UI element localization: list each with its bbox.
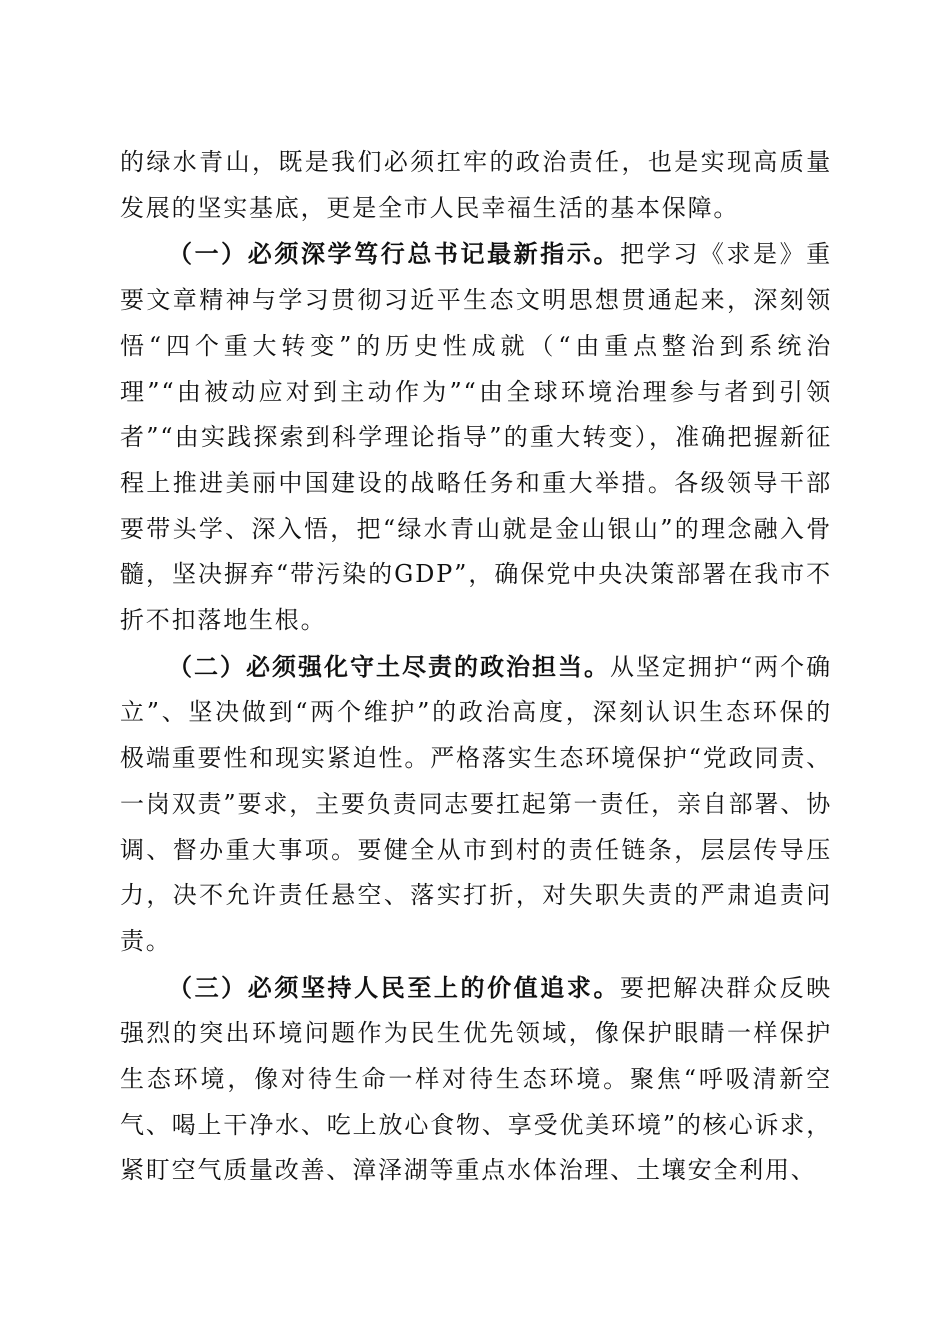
paragraph-body: 从坚定拥护“两个确立”、坚决做到“两个维护”的政治高度，深刻认识生态环保的极端重要性和现实紧迫性。严格落实生态环境保护“党政同责、一岗双责”要求，主要负责同志要扛起第一责任，亲自部署、协调、督办重大事项。要健全从市到村的责任链条，层层传导压力，决不允许责任悬空、落实打折，对失职失责的严肃追责问责。 [120,652,832,955]
document-body [120,140,832,1194]
section-heading: （二）必须强化守土尽责的政治担当。 [168,651,610,681]
paragraph-section-2 [120,644,832,965]
section-heading: （三）必须坚持人民至上的价值追求。 [168,972,621,1002]
paragraph-section-1 [120,231,832,643]
paragraph-body: 把学习《求是》重要文章精神与学习贯彻习近平生态文明思想贯通起来，深刻领悟“四个重大转变”的历史性成就（“由重点整治到系统治理”“由被动应对到主动作为”“由全球环境治理参与者到引领者”“由实践探索到科学理论指导”的重大转变），准确把握新征程上推进美丽中国建设的战略任务和重大举措。各级领导干部要带头学、深入悟，把“绿水青山就是金山银山”的理念融入骨髓，坚决摒弃“带污染的GDP”，确保党中央决策部署在我市不折不扣落地生根。 [120,240,832,635]
paragraph-continuation [120,140,832,231]
section-heading: （一）必须深学笃行总书记最新指示。 [168,239,621,269]
paragraph-body: 要把解决群众反映强烈的突出环境问题作为民生优先领域，像保护眼睛一样保护生态环境，像对待生命一样对待生态环境。聚焦“呼吸清新空气、喝上干净水、吃上放心食物、享受优美环境”的核心诉求，紧盯空气质量改善、漳泽湖等重点水体治理、土壤安全利用、 [120,973,832,1185]
paragraph-section-3 [120,965,832,1195]
paragraph-body: 的绿水青山，既是我们必须扛牢的政治责任，也是实现高质量发展的坚实基底，更是全市人民幸福生活的基本保障。 [120,148,832,222]
